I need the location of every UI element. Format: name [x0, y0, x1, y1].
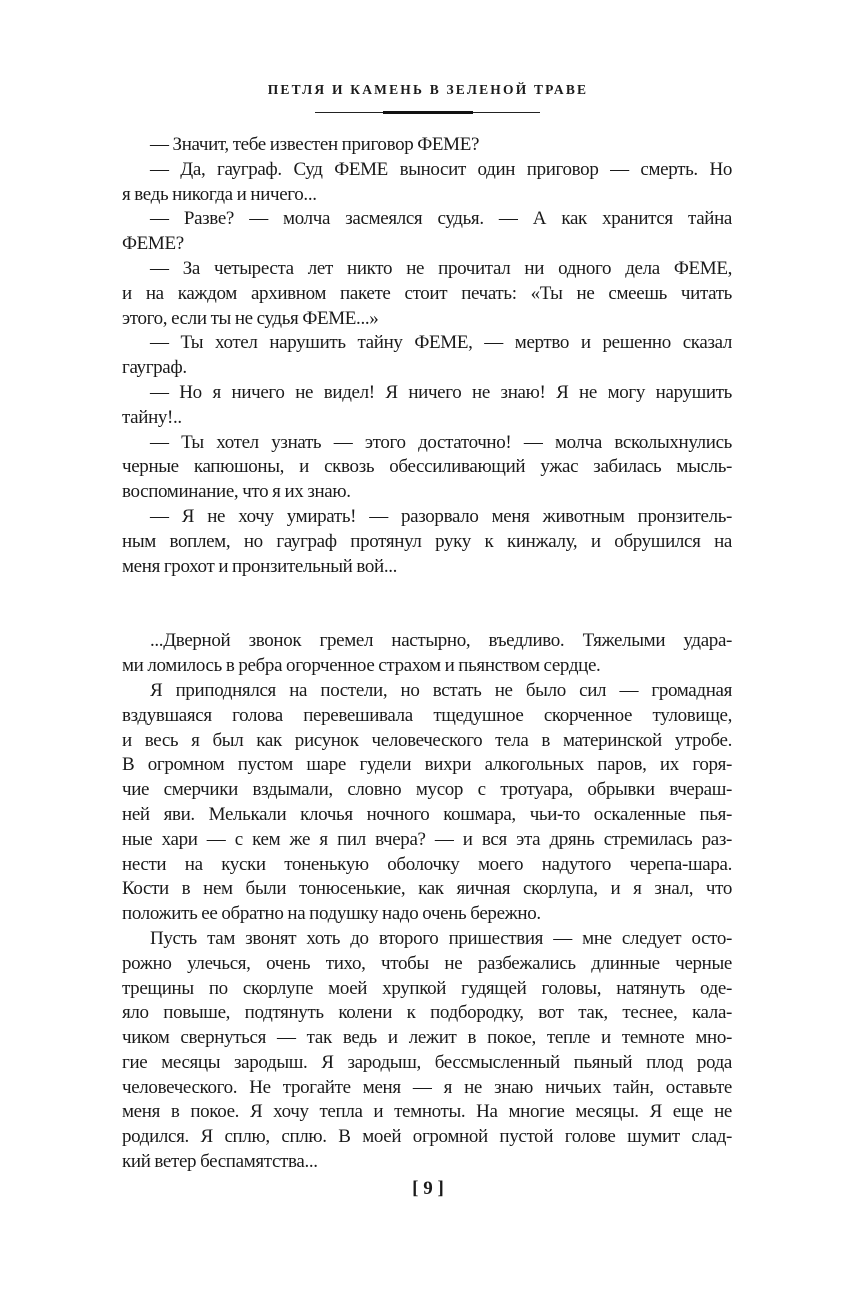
text-line: — Да, гауграф. Суд ФЕМЕ выносит один приговор — смерть. Но: [150, 158, 732, 180]
text-line: родился. Я сплю, сплю. В моей огромной пустой голове шумит слад-: [122, 1126, 732, 1148]
text-line: трещины по скорлупе моей хрупкой гудящей головы, натянуть оде-: [122, 977, 732, 999]
text-line: Кости в нем были тонюсенькие, как яичная скорлупа, и я знал, что: [122, 878, 732, 900]
text-line: ми ломилось в ребра огорченное страхом и пьянством сердце.: [122, 655, 601, 677]
text-line: вздувшаяся голова перевешивала тщедушное скорченное туловище,: [122, 704, 732, 726]
text-line: Пусть там звонят хоть до второго пришествия — мне следует осто-: [150, 927, 732, 949]
text-line: воспоминание, что я их знаю.: [122, 481, 351, 503]
paragraph: [122, 257, 732, 331]
text-line: В огромном пустом шаре гудели вихри алкогольных паров, их горя-: [122, 754, 732, 776]
text-line: Я приподнялся на постели, но встать не было сил — громадная: [150, 679, 732, 701]
text-line: гауграф.: [122, 357, 187, 379]
text-line: этого, если ты не судья ФЕМЕ...»: [122, 307, 379, 329]
paragraph: [122, 207, 732, 257]
paragraph: [122, 505, 732, 579]
text-line: я ведь никогда и ничего...: [122, 183, 317, 205]
text-line: — За четыреста лет никто не прочитал ни одного дела ФЕМЕ,: [150, 257, 732, 279]
page-number: [ 9 ]: [412, 1178, 444, 1199]
body-text: [122, 133, 732, 1175]
running-header: ПЕТЛЯ И КАМЕНЬ В ЗЕЛЕНОЙ ТРАВЕ: [267, 82, 589, 97]
text-line: ФЕМЕ?: [122, 233, 184, 255]
paragraph: [122, 679, 732, 927]
section-break: [122, 579, 732, 629]
paragraph: [122, 381, 732, 431]
paragraph: [122, 158, 732, 208]
paragraph: [122, 331, 732, 381]
text-line: гие месяцы зародыш. Я зародыш, бессмысленный пьяный плод рода: [122, 1051, 732, 1073]
text-line: чие смерчики вздымали, словно мусор с тротуара, обрывки вчераш-: [122, 779, 732, 801]
text-line: черные капюшоны, и сквозь обессиливающий ужас забилась мысль-: [122, 456, 732, 478]
text-line: рожно улечься, очень тихо, чтобы не разбежались длинные черные: [122, 952, 732, 974]
text-line: ней яви. Мелькали клочья ночного кошмара, чьи-то оскаленные пья-: [122, 803, 732, 825]
text-line: — Ты хотел узнать — этого достаточно! — молча всколыхнулись: [150, 431, 732, 453]
text-line: — Но я ничего не видел! Я ничего не знаю! Я не могу нарушить: [150, 381, 732, 403]
text-line: — Значит, тебе известен приговор ФЕМЕ?: [150, 134, 480, 155]
text-line: — Я не хочу умирать! — разорвало меня животным пронзитель-: [150, 505, 732, 527]
text-line: меня в покое. Я хочу тепла и темноты. На многие месяцы. Я еще не: [122, 1101, 732, 1123]
text-line: чиком свернуться — так ведь и лежит в покое, тепле и темноте мно-: [122, 1027, 732, 1049]
text-line: — Разве? — молча засмеялся судья. — А как хранится тайна: [150, 208, 732, 230]
text-line: тайну!..: [122, 406, 182, 428]
text-line: ные хари — с кем же я пил вчера? — и вся эта дрянь стремилась раз-: [122, 828, 732, 850]
paragraph: [122, 133, 732, 158]
text-line: и весь я был как рисунок человеческого тела в материнской утробе.: [122, 729, 732, 751]
header-divider-accent: [383, 111, 473, 114]
text-line: ным воплем, но гауграф протянул руку к кинжалу, и обрушился на: [122, 530, 732, 552]
text-line: — Ты хотел нарушить тайну ФЕМЕ, — мертво и решенно сказал: [150, 332, 732, 354]
paragraph: [122, 431, 732, 505]
paragraph: [122, 927, 732, 1175]
paragraph: [122, 629, 732, 679]
text-line: положить ее обратно на подушку надо очень бережно.: [122, 903, 541, 925]
text-line: яло повыше, подтянуть колени к подбородку, вот так, теснее, кала-: [122, 1002, 732, 1024]
text-line: человеческого. Не трогайте меня — я не знаю ничьих тайн, оставьте: [122, 1076, 732, 1098]
text-line: и на каждом архивном пакете стоит печать: «Ты не смеешь читать: [122, 282, 732, 304]
text-line: кий ветер беспамятства...: [122, 1151, 318, 1173]
text-line: нести на куски тоненькую оболочку моего надутого черепа-шара.: [122, 853, 732, 875]
text-line: меня грохот и пронзительный вой...: [122, 555, 398, 577]
text-line: ...Дверной звонок гремел настырно, въедливо. Тяжелыми удара-: [150, 630, 732, 652]
